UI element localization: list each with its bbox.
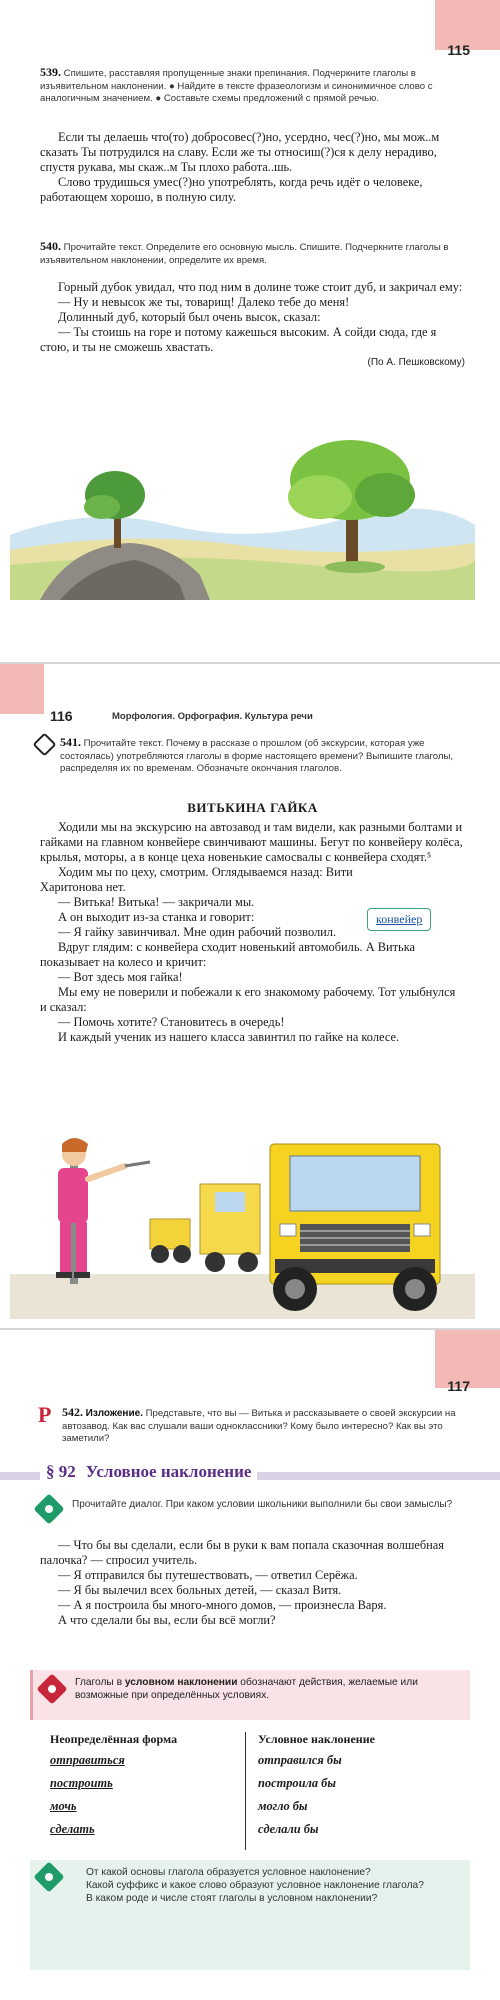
column-header: Условное наклонение (258, 1732, 375, 1746)
rule-body: обозначают действия, желаемые или возможные при определённых условиях. (75, 1677, 418, 1701)
exercise-number: 541. (60, 735, 81, 749)
table-cell: могло бы (258, 1799, 308, 1813)
paragraph: А он выходит из-за станка и говорит: (58, 910, 255, 924)
dialog-line: — Я отправился бы путешествовать, — ответил Серёжа. (58, 1568, 358, 1582)
paragraph: — Ты стоишь на горе и потому кажешься высоким. А сойди сюда, где я стою, и ты не сможешь хвастать. (40, 325, 437, 354)
paragraph: Ходим мы по цеху, смотрим. Оглядываемся назад: Вити Харитонова нет. (40, 865, 353, 894)
table-cell: мочь (50, 1799, 77, 1813)
section-name: Условное наклонение (85, 1462, 252, 1481)
conditional-column (245, 1732, 460, 1850)
section-title (40, 1462, 257, 1482)
exercise-542-instruction (62, 1406, 462, 1446)
table-cell: отправился бы (258, 1753, 342, 1767)
exercise-540-instruction (40, 240, 460, 267)
exercise-540-text (40, 280, 465, 370)
paragraph: — Витька! Витька! — закричали мы. (58, 895, 255, 909)
exercise-539-text (40, 130, 465, 205)
factory-trucks-illustration (10, 1124, 475, 1319)
dialog-line: — Что бы вы сделали, если бы в руки к вам попала сказочная волшебная палочка? — спросил учитель. (40, 1538, 444, 1567)
source-credit: (По А. Пешковскому) (367, 357, 465, 368)
exercise-539-instruction (40, 66, 460, 106)
page-number: 115 (447, 42, 470, 58)
running-header: Морфология. Орфография. Культура речи (112, 711, 313, 722)
rule-icon (36, 1673, 67, 1704)
table-cell: построить (50, 1776, 113, 1790)
page-number: 116 (50, 708, 73, 724)
page-116 (0, 664, 500, 1328)
infinitive-column (50, 1732, 235, 1845)
page-115 (0, 0, 500, 662)
paragraph: — Ну и невысок же ты, товарищ! Далеко тебе до меня! (58, 295, 350, 309)
questions-list (72, 1866, 462, 1905)
rule-box (30, 1670, 470, 1720)
paragraph: И каждый ученик из нашего класса завинтил по гайке на колесе. (58, 1030, 400, 1044)
exercise-541-instruction (60, 736, 465, 776)
section-heading (0, 1462, 500, 1490)
question: От какой основы глагола образуется условное наклонение? (86, 1867, 371, 1878)
instruction-text: Прочитайте текст. Определите его основную мысль. Спишите. Подчеркните глаголы в изъявительном наклонении, определите их время. (40, 242, 449, 266)
verb-forms-table (50, 1732, 460, 1852)
paragraph: Ходили мы на экскурсию на автозавод и там видели, как разными болтами и гайками на главном конвейере свинчивают машины. Бегут по конвейеру колёса, крылья, моторы, а в конце цеха новенькие самосвалы с конвейера сходят.⁵ (40, 820, 463, 864)
instruction-text: Спишите, расставляя пропущенные знаки препинания. Подчеркните глаголы в изъявительном наклонении. ● Найдите в тексте фразеологизм и синонимичное слово с аналогичным значением. ● Составьте схемы предложений с прямой речью. (40, 68, 433, 104)
dialog-text (40, 1538, 465, 1628)
rule-text (75, 1676, 460, 1702)
rule-term: условном наклонении (124, 1677, 238, 1688)
table-cell: отправиться (50, 1753, 125, 1767)
table-cell: построила бы (258, 1776, 336, 1790)
page-117 (0, 1330, 500, 2000)
table-cell: сделали бы (258, 1822, 319, 1836)
dialog-task: Прочитайте диалог. При каком условии школьники выполнили бы свои замыслы? (72, 1499, 453, 1510)
rule-prefix: Глаголы в (75, 1677, 122, 1688)
puzzle-icon (32, 732, 56, 756)
paragraph: — Вот здесь моя гайка! (58, 970, 183, 984)
instruction-text: Прочитайте текст. Почему в рассказе о прошлом (об экскурсии, которая уже состоялась) употребляются глаголы в форме настоящего времени? Выпишите глаголы, распределяя их по временам. Обозначьте окончания глаголов. (60, 738, 454, 774)
exercise-number: 540. (40, 239, 61, 253)
column-header: Неопределённая форма (50, 1732, 178, 1746)
story-title: ВИТЬКИНА ГАЙКА (187, 800, 318, 815)
question-icon (33, 1493, 64, 1524)
oak-trees-illustration (10, 425, 475, 600)
exercise-541-text (40, 820, 463, 1045)
paragraph: — Я гайку завинчивал. Мне один рабочий позволил. (58, 925, 337, 939)
page-number: 117 (447, 1378, 470, 1394)
question: В каком роде и числе стоят глаголы в условном наклонении? (86, 1893, 378, 1904)
table-cell: сделать (50, 1822, 95, 1836)
vocabulary-word-box: конвейер (367, 908, 431, 931)
paragraph: — Помочь хотите? Становитесь в очередь! (58, 1015, 285, 1029)
exercise-number: 539. (40, 65, 61, 79)
paragraph: Долинный дуб, который был очень высок, сказал: (58, 310, 321, 324)
instruction-text: Представьте, что вы — Витька и рассказываете о своей экскурсии на автозавод. Как вас слушали ваши одноклассники? Кому было интересно? Как вы это заметили? (62, 1408, 456, 1444)
exercise-label: Изложение. (85, 1408, 143, 1419)
corner-tab (0, 664, 44, 714)
paragraph: Если ты делаешь что(то) добросовес(?)но, усердно, чес(?)но, мы мож..м сказать Ты потрудился на славу. Если же ты относиш(?)ся к делу нерадиво, спустя рукава, мы скаж..м Ты плохо работа..шь. (40, 130, 440, 174)
paragraph: Мы ему не поверили и побежали к его знакомому рабочему. Тот улыбнулся и сказал: (40, 985, 456, 1014)
question-icon (33, 1861, 64, 1892)
speech-development-mark: Р (38, 1402, 52, 1427)
dialog-line: А что сделали бы вы, если бы всё могли? (58, 1613, 276, 1627)
paragraph: Вдруг глядим: с конвейера сходит новенький автомобиль. А Витька показывает на колесо и кричит: (40, 940, 416, 969)
dialog-line: — Я бы вылечил всех больных детей, — сказал Витя. (58, 1583, 342, 1597)
questions-box (30, 1860, 470, 1970)
question: Какой суффикс и какое слово образуют условное наклонение глагола? (86, 1880, 424, 1891)
paragraph: Слово трудишься умес(?)но употреблять, когда речь идёт о человеке, работающем хорошо, в полную силу. (40, 175, 423, 204)
paragraph: Горный дубок увидал, что под ним в долине тоже стоит дуб, и закричал ему: (58, 280, 463, 294)
section-number: § 92 (46, 1462, 76, 1481)
dialog-line: — А я построила бы много-много домов, — произнесла Варя. (58, 1598, 387, 1612)
exercise-number: 542. (62, 1405, 83, 1419)
